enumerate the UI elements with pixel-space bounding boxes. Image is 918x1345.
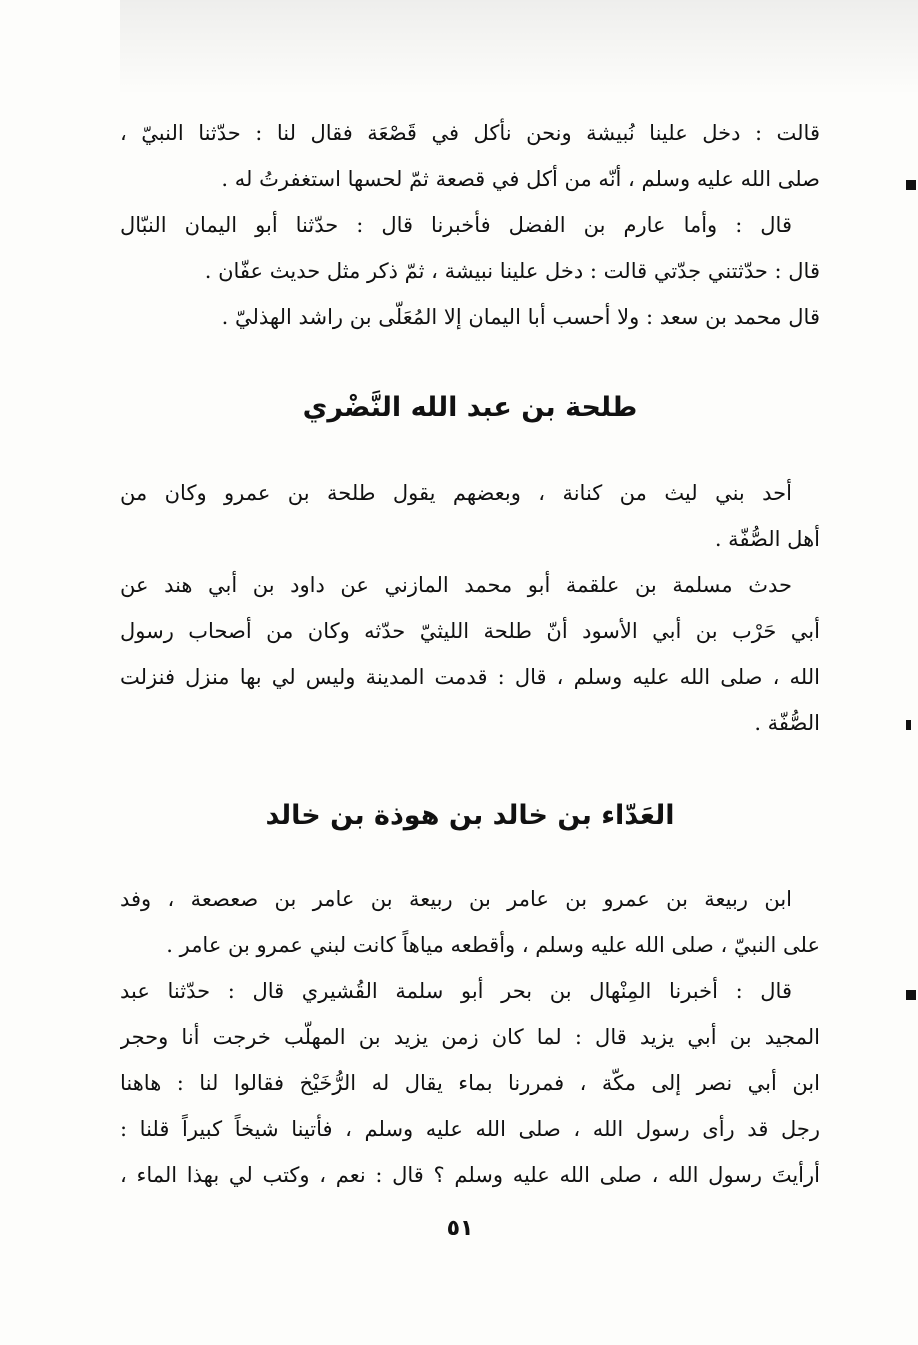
text-line: قال : أخبرنا المِنْهال بن بحر أبو سلمة القُشيري قال : حدّثنا عبد — [120, 979, 792, 1003]
text-line: أبي حَرْب بن أبي الأسود أنّ طلحة الليثيّ حدّثه وكان من أصحاب رسول — [120, 619, 820, 643]
section-2-body — [120, 470, 820, 746]
scan-edge-mark — [906, 180, 916, 190]
text-line: أهل الصُّفّة . — [714, 527, 820, 551]
scan-edge-mark — [906, 720, 911, 730]
page-number: ٥١ — [446, 1216, 474, 1241]
text-line: قال محمد بن سعد : ولا أحسب أبا اليمان إلا المُعَلّى بن راشد الهذليّ . — [221, 305, 820, 329]
text-line: ابن ربيعة بن عمرو بن عامر بن ربيعة بن عامر بن صعصعة ، وفد — [120, 887, 792, 911]
text-line: قال : حدّثتني جدّتي قالت : دخل علينا نبيشة ، ثمّ ذكر مثل حديث عفّان . — [204, 259, 820, 283]
text-line: ابن أبي نصر إلى مكّة ، فمررنا بماء يقال له الرُّخَيْخ فقالوا لنا : هاهنا — [120, 1071, 820, 1095]
text-line: رجل قد رأى رسول الله ، صلى الله عليه وسلم ، فأتينا شيخاً كبيراً قلنا : — [120, 1117, 820, 1141]
section-heading-talha: طلحة بن عبد الله النَّضْري — [302, 392, 638, 423]
text-line: أرأيتَ رسول الله ، صلى الله عليه وسلم ؟ قال : نعم ، وكتب لي بهذا الماء ، — [120, 1163, 820, 1187]
scan-edge-mark — [906, 990, 916, 1000]
section-1-body — [120, 110, 820, 340]
text-line: على النبيّ ، صلى الله عليه وسلم ، وأقطعه مياهاً كانت لبني عمرو بن عامر . — [166, 933, 820, 957]
text-line: الله ، صلى الله عليه وسلم ، قال : قدمت المدينة وليس لي بها منزل فنزلت — [120, 665, 820, 689]
text-line: المجيد بن أبي يزيد قال : لما كان زمن يزيد بن المهلّب خرجت أنا وحجر — [120, 1025, 820, 1049]
section-heading-addaa: العَدّاء بن خالد بن هوذة بن خالد — [265, 800, 675, 831]
text-line: الصُّفّة . — [754, 711, 820, 735]
scan-shadow — [120, 0, 918, 95]
text-line: حدث مسلمة بن علقمة أبو محمد المازني عن داود بن أبي هند عن — [120, 573, 792, 597]
text-line: أحد بني ليث من كنانة ، وبعضهم يقول طلحة بن عمرو وكان من — [120, 481, 792, 505]
text-line: صلى الله عليه وسلم ، أنّه من أكل في قصعة ثمّ لحسها استغفرتُ له . — [221, 167, 820, 191]
text-line: قالت : دخل علينا نُبيشة ونحن نأكل في قَصْعَة فقال لنا : حدّثنا النبيّ ، — [120, 121, 820, 145]
text-line: قال : وأما عارم بن الفضل فأخبرنا قال : حدّثنا أبو اليمان النبّال — [120, 213, 792, 237]
section-3-body — [120, 876, 820, 1198]
